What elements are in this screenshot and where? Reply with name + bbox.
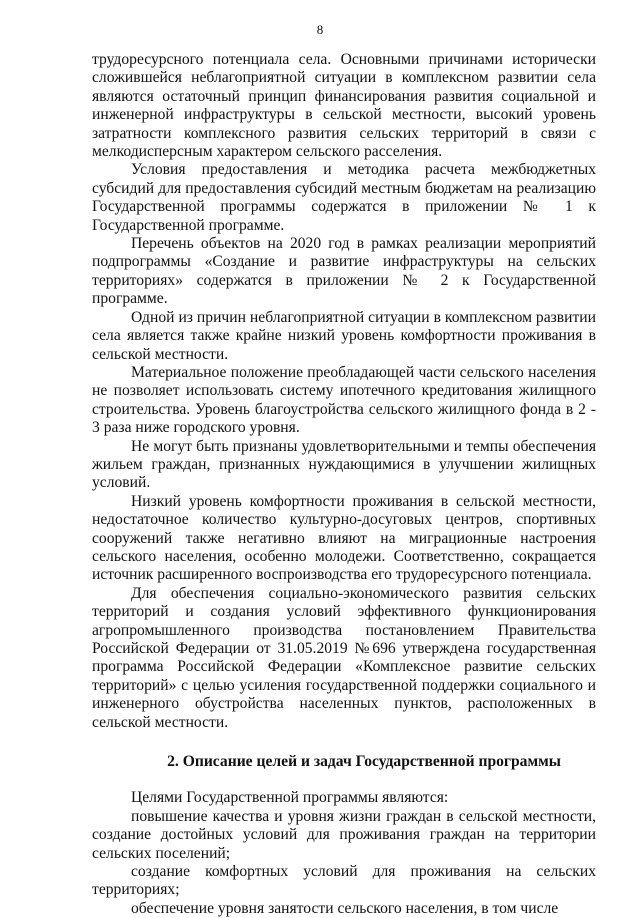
paragraph: Не могут быть признаны удовлетворительными и темпы обеспечения жильем граждан, признанных нуждающимися в улучшении жилищных условий. bbox=[92, 437, 596, 492]
page-number: 8 bbox=[316, 22, 324, 37]
paragraph: Материальное положение преобладающей части сельского населения не позволяет использовать систему ипотечного кредитования жилищного строительства. Уровень благоустройства сельского жилищного фонда в 2 - 3 раза ниже городского уровня. bbox=[92, 363, 596, 437]
document-body bbox=[92, 51, 596, 918]
paragraph: Целями Государственной программы являются: bbox=[131, 789, 449, 807]
section-heading: 2. Описание целей и задач Государственной программы bbox=[167, 753, 561, 771]
paragraph: Перечень объектов на 2020 год в рамках реализации мероприятий подпрограммы «Создание и развитие инфраструктуры на сельских территориях» содержатся в приложении № 2 к Государственной программе. bbox=[92, 235, 596, 308]
list-item: повышение качества и уровня жизни граждан в сельской местности, создание достойных условий для проживания граждан на территории сельских поселений; bbox=[92, 807, 596, 862]
paragraph: Для обеспечения социально-экономического развития сельских территорий и создания условий эффективного функционирования агропромышленного производства постановлением Правительства Российской Федерации от 31.05.2019 №696 утверждена государственная программа Российской Федерации «Комплексное развитие сельских территорий» с целью усиления государственной поддержки социального и инженерного обустройства населенных пунктов, расположенных в сельской местности. bbox=[92, 584, 596, 731]
paragraph: трудоресурсного потенциала села. Основными причинами исторически сложившейся неблагоприятной ситуации в комплексном развитии села являются остаточный принцип финансирования развития социальной и инженерной инфраструктуры в сельской местности, высокий уровень затратности комплексного развития сельских территорий в связи с мелкодисперсным характером сельского расселения. bbox=[92, 51, 596, 161]
list-item: создание комфортных условий для проживания на сельских территориях; bbox=[92, 863, 596, 899]
paragraph: Условия предоставления и методика расчета межбюджетных субсидий для предоставления субсидий местным бюджетам на реализацию Государственной программы содержатся в приложении № 1 к Государственной программе. bbox=[92, 161, 596, 234]
list-item: обеспечение уровня занятости сельского населения, в том числе bbox=[131, 899, 559, 917]
paragraph: Одной из причин неблагоприятной ситуации в комплексном развитии села является также крайне низкий уровень комфортности проживания в сельской местности. bbox=[92, 308, 596, 363]
paragraph: Низкий уровень комфортности проживания в сельской местности, недостаточное количество культурно-досуговых центров, спортивных сооружений также негативно влияют на миграционные настроения сельского населения, особенно молодежи. Соответственно, сокращается источник расширенного воспроизводства его трудоресурсного потенциала. bbox=[92, 492, 596, 584]
